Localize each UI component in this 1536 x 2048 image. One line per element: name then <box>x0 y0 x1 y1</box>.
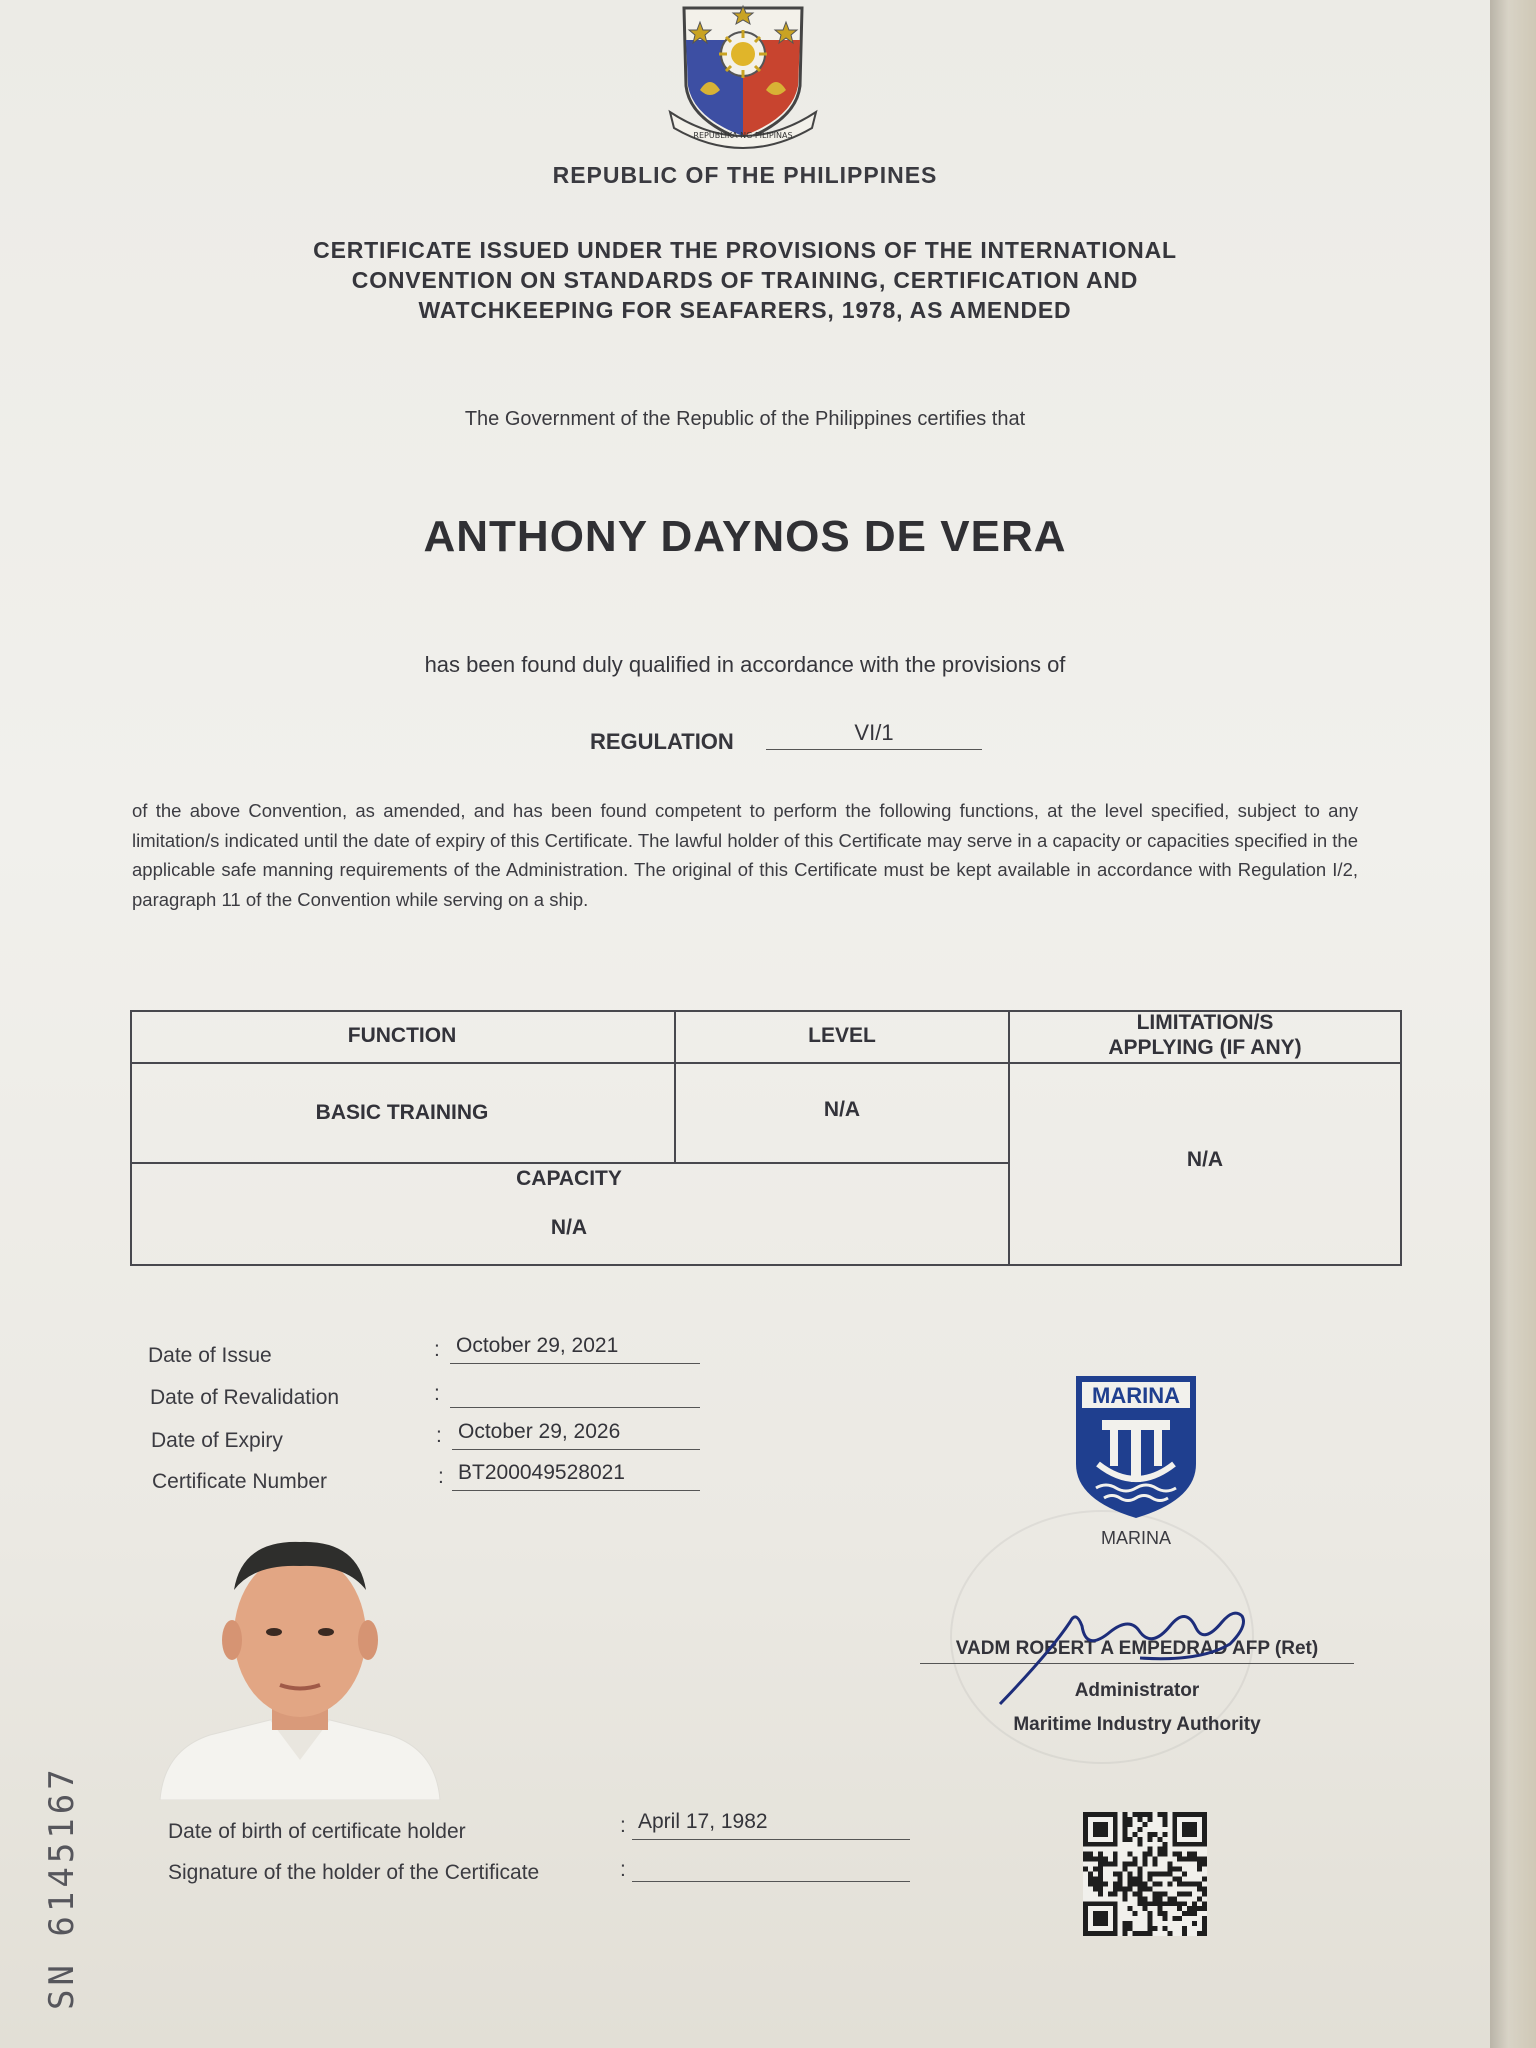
date-of-issue-value: October 29, 2021 <box>450 1334 700 1364</box>
limitation-header-line-2: APPLYING (IF ANY) <box>1108 1036 1302 1059</box>
level-value: N/A <box>823 1098 861 1121</box>
date-of-expiry-value: October 29, 2026 <box>452 1420 700 1450</box>
convention-paragraph: of the above Convention, as amended, and has been found competent to perform the following functions, at the level specified, subject to any limitation/s indicated until the date of expiry of this Certificate. The lawful holder of this Certificate may serve in a capacity or capacities specified in the applicable safe manning requirements of the Administration. The original of this Certificate must be kept available in accordance with Regulation I/2, paragraph 11 of the Convention while serving on a ship. <box>132 800 1358 910</box>
function-value: BASIC TRAINING <box>315 1101 489 1124</box>
marina-caption: MARINA <box>1100 1528 1171 1548</box>
limitation-value: N/A <box>1186 1148 1224 1171</box>
heading-line-1: CERTIFICATE ISSUED UNDER THE PROVISIONS OF THE INTERNATIONAL <box>313 237 1177 263</box>
function-header: FUNCTION <box>347 1024 457 1047</box>
marina-logo-icon <box>1072 1372 1200 1520</box>
certifies-statement: The Government of the Republic of the Philippines certifies that <box>464 408 1026 430</box>
holder-name: ANTHONY DAYNOS DE VERA <box>423 512 1067 561</box>
date-of-issue-label: Date of Issue <box>148 1344 272 1367</box>
colon: : <box>434 1382 440 1405</box>
qualified-statement: has been found duly qualified in accordance with the provisions of <box>424 652 1066 677</box>
background-edge <box>1490 0 1536 2048</box>
colon: : <box>438 1465 444 1488</box>
dob-value: April 17, 1982 <box>632 1810 910 1840</box>
date-of-expiry-label: Date of Expiry <box>151 1429 283 1452</box>
colon: : <box>434 1338 440 1361</box>
signatory-organization: Maritime Industry Authority <box>1013 1714 1261 1735</box>
capacity-header: CAPACITY <box>516 1167 622 1190</box>
colon: : <box>620 1814 626 1837</box>
holder-signature-label: Signature of the holder of the Certificate <box>168 1861 540 1884</box>
holder-photo <box>150 1520 450 1800</box>
level-header: LEVEL <box>808 1024 876 1047</box>
regulation-label: REGULATION <box>590 729 734 754</box>
svg-text:REPUBLIKA NG PILIPINAS: REPUBLIKA NG PILIPINAS <box>693 131 793 140</box>
colon: : <box>620 1858 626 1881</box>
country-name: REPUBLIC OF THE PHILIPPINES <box>552 162 938 188</box>
holder-signature-field <box>632 1852 910 1882</box>
signatory-name: VADM ROBERT A EMPEDRAD AFP (Ret) <box>920 1638 1354 1664</box>
philippine-coat-of-arms-icon <box>664 0 822 150</box>
dob-label: Date of birth of certificate holder <box>168 1820 466 1843</box>
functions-table <box>130 1010 1402 1266</box>
heading-line-3: WATCHKEEPING FOR SEAFARERS, 1978, AS AMENDED <box>418 297 1072 323</box>
limitation-header-line-1: LIMITATION/S <box>1136 1011 1274 1034</box>
signatory-title: Administrator <box>1074 1680 1200 1701</box>
svg-text:MARINA: MARINA <box>1092 1383 1180 1408</box>
serial-number: SN 6145167 <box>42 1765 82 2010</box>
qr-code <box>1082 1812 1208 1936</box>
regulation-value: VI/1 <box>766 720 982 750</box>
capacity-value: N/A <box>550 1216 588 1239</box>
certificate-number-label: Certificate Number <box>152 1470 328 1493</box>
certificate-number-value: BT200049528021 <box>452 1461 700 1491</box>
heading-line-2: CONVENTION ON STANDARDS OF TRAINING, CERTIFICATION AND <box>351 267 1139 293</box>
date-of-revalidation-label: Date of Revalidation <box>150 1386 340 1409</box>
colon: : <box>436 1424 442 1447</box>
date-of-revalidation-value <box>450 1378 700 1408</box>
